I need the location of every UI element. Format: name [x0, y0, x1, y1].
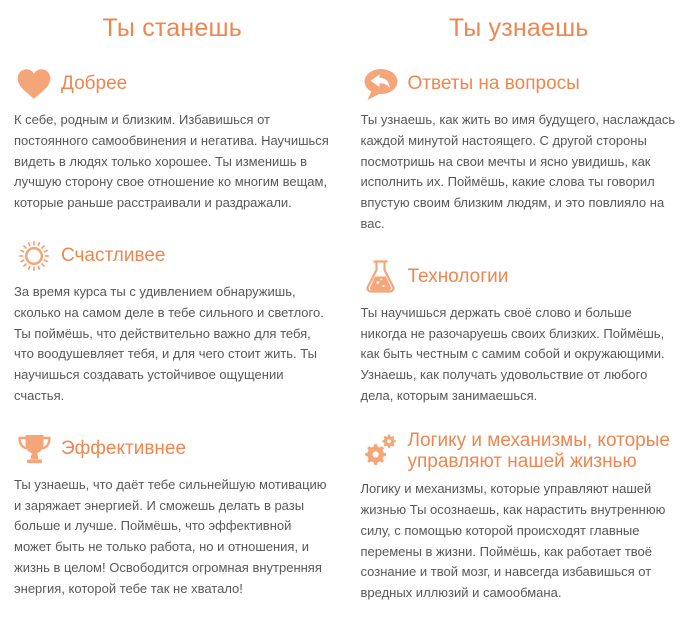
gears-icon — [361, 432, 401, 470]
benefit-heading: Счастливее — [61, 245, 166, 267]
benefit-text: За время курса ты с удивлением обнаружишь, сколько на самом деле в тебе сильного и светлого. Ты поймёшь, что действительно важно для тебя, что воодушевляет тебя, и для чего стоит жить. Ты научишься создавать устойчивое ощущении счастья. — [14, 283, 324, 403]
benefit-text: Ты научишься держать своё слово и больше никогда не разочаруешь своих близких. Поймёшь, как быть честным с самим собой и окружающими. Узнаешь, как получать удовольствие от любого дела, которым занимаешься. — [360, 304, 665, 403]
chat-reply-icon — [361, 65, 401, 103]
benefit-block-technologies — [361, 258, 678, 407]
benefit-block-answers — [361, 65, 678, 235]
benefit-block-kinder — [14, 65, 331, 214]
benefit-text: Ты узнаешь, что даёт тебе сильнейшую мотивацию и заряжает энергией. И сможешь делать в разы больше и лучше. Поймёшь, что эффективной может быть не только работа, но и отношения, и жизнь в целом! Освободится огромная внутренняя энергия, которой тебе так не хватало! — [14, 476, 327, 596]
benefit-block-happier — [14, 237, 331, 407]
benefit-header — [361, 65, 678, 103]
benefit-header — [361, 258, 678, 296]
benefit-header — [14, 65, 331, 103]
flask-icon — [361, 258, 401, 296]
benefit-heading: Логику и механизмы, которые управляют нашей жизнью — [407, 429, 670, 473]
benefit-text: Ты узнаешь, как жить во имя будущего, наслаждась каждой минутой настоящего. С другой стороны посмотришь на свои мечты и ясно увидишь, как исполнить их. Поймёшь, какие слова ты говорил впустую своим близким людям, и это повлияло на вас. — [360, 112, 676, 231]
column-learn-title: Ты узнаешь — [448, 14, 589, 42]
column-become — [14, 6, 331, 627]
sun-icon — [14, 237, 54, 275]
benefit-block-effective — [14, 430, 331, 600]
benefit-heading: Технологии — [407, 266, 509, 288]
benefit-header — [14, 430, 331, 468]
column-learn — [361, 6, 678, 627]
benefit-block-logic — [361, 430, 678, 604]
benefit-header — [14, 237, 331, 275]
benefit-header — [361, 430, 678, 473]
benefit-text: Логику и механизмы, которые управляют нашей жизнью Ты осознаешь, как нарастить внутреннюю силу, с помощью которой происходят главные перемены в жизни. Поймёшь, как работает твоё сознание и твой мозг, и навсегда избавишься от вредных иллюзий и самообмана. — [360, 481, 666, 601]
column-become-title: Ты станешь — [102, 14, 242, 42]
heart-icon — [14, 65, 54, 103]
benefit-text: К себе, родным и близким. Избавишься от постоянного самообвинения и негатива. Научишься видеть в людях только хорошее. Ты изменишь в лучшую сторону свое отношение ко многим вещам, которые раньше расстраивали и раздражали. — [14, 112, 329, 211]
benefit-heading: Ответы на вопросы — [407, 73, 580, 95]
trophy-icon — [14, 430, 54, 468]
benefit-heading: Эффективнее — [61, 438, 187, 460]
benefit-heading: Добрее — [61, 73, 128, 95]
